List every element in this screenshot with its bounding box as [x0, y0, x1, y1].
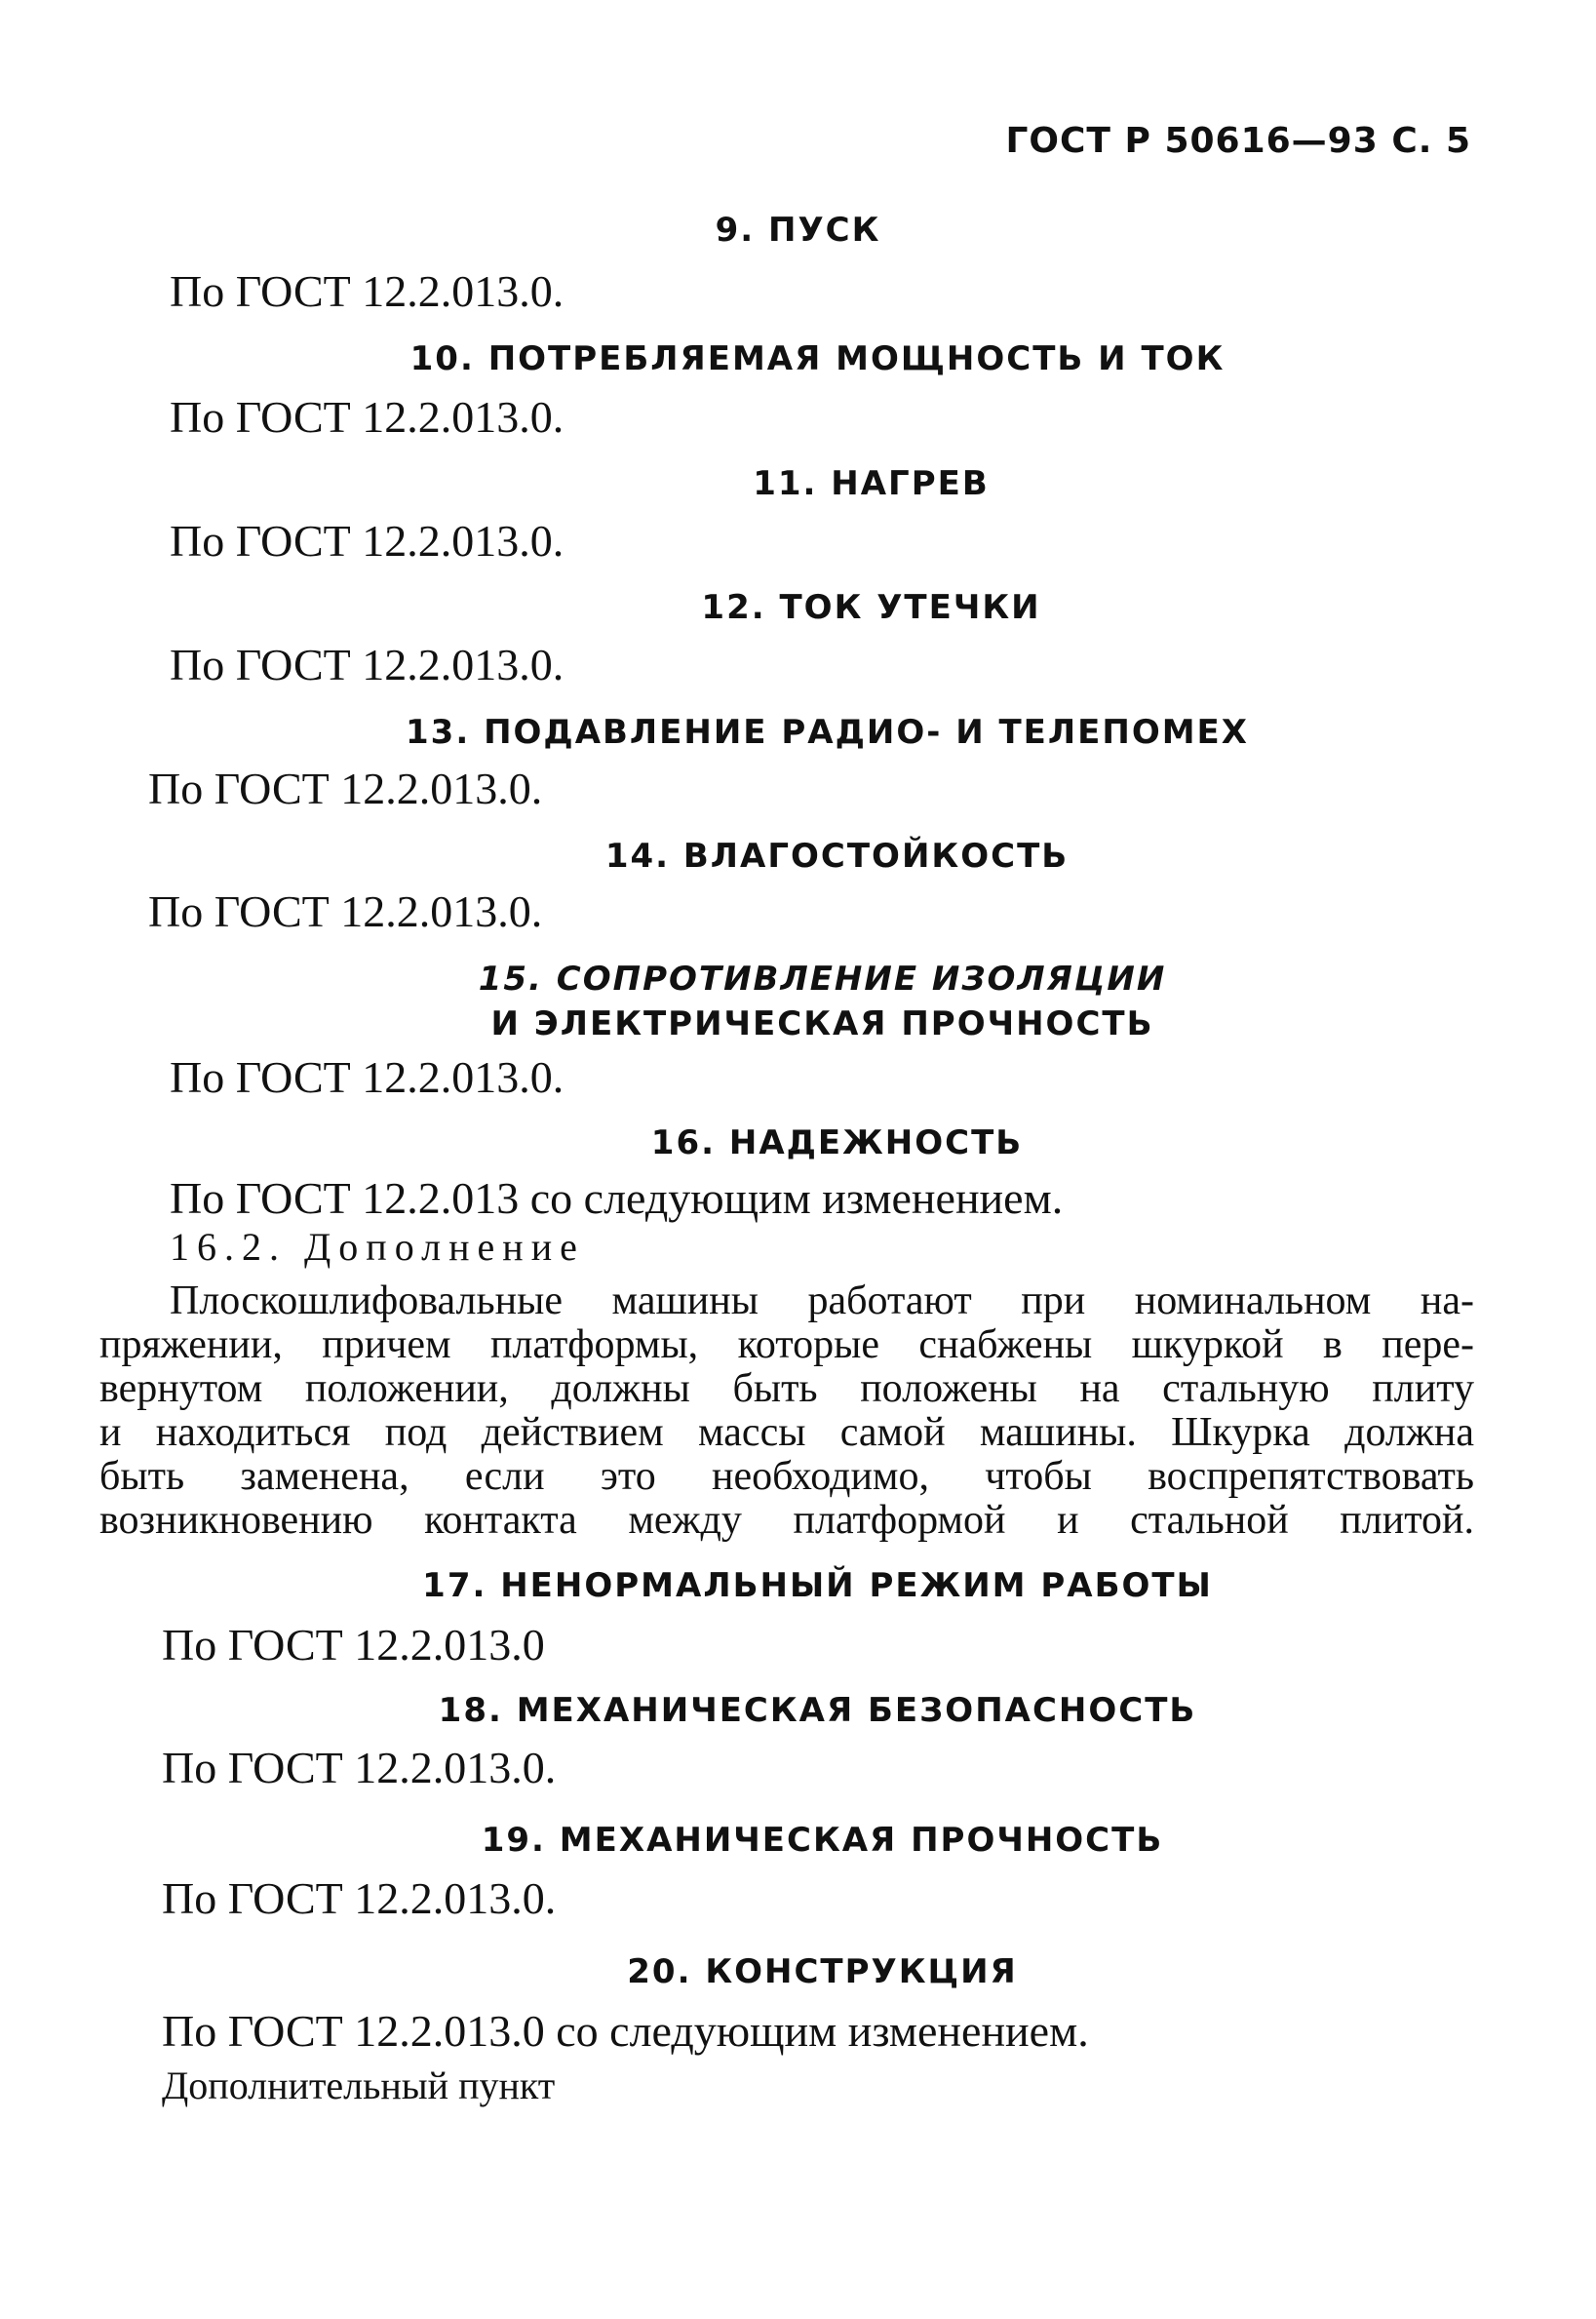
section-16-heading: 16. НАДЕЖНОСТЬ	[650, 1123, 1024, 1162]
section-11-text: По ГОСТ 12.2.013.0.	[170, 516, 564, 566]
paragraph-line: возникновению контакта между платформой и стальной плитой.	[99, 1498, 1474, 1543]
section-14-heading: 14. ВЛАГОСТОЙКОСТЬ	[604, 837, 1070, 876]
page-header: ГОСТ Р 50616—93 С. 5	[1005, 121, 1471, 161]
section-10-text: По ГОСТ 12.2.013.0.	[170, 392, 564, 442]
section-17-text: По ГОСТ 12.2.013.0	[162, 1620, 545, 1670]
section-13-heading: 13. ПОДАВЛЕНИЕ РАДИО- И ТЕЛЕПОМЕХ	[406, 713, 1249, 752]
section-15-heading-line2: И ЭЛЕКТРИЧЕСКАЯ ПРОЧНОСТЬ	[490, 1004, 1154, 1043]
paragraph-line: Плоскошлифовальные машины работают при номинальном на-	[170, 1278, 1474, 1323]
section-20-text: По ГОСТ 12.2.013.0 со следующим изменением.	[162, 2006, 1089, 2056]
section-19-heading: 19. МЕХАНИЧЕСКАЯ ПРОЧНОСТЬ	[481, 1821, 1164, 1860]
section-9-heading: 9. ПУСК	[715, 211, 881, 250]
section-15-text: По ГОСТ 12.2.013.0.	[170, 1052, 564, 1102]
section-13-text: По ГОСТ 12.2.013.0.	[148, 764, 543, 813]
paragraph-line: вернутом положении, должны быть положены на стальную плиту	[99, 1366, 1474, 1411]
section-20-heading: 20. КОНСТРУКЦИЯ	[627, 1952, 1018, 1991]
section-12-heading: 12. ТОК УТЕЧКИ	[701, 588, 1041, 627]
paragraph-line: пряжении, причем платформы, которые снабжены шкуркой в пере-	[99, 1322, 1474, 1367]
paragraph-line: быть заменена, если это необходимо, чтобы воспрепятствовать	[99, 1454, 1474, 1499]
section-15-heading-line1: 15. СОПРОТИВЛЕНИЕ ИЗОЛЯЦИИ	[478, 960, 1167, 999]
section-16-sub-label: 16.2. Дополнение	[170, 1225, 585, 1269]
paragraph-line: и находиться под действием массы самой машины. Шкурка должна	[99, 1410, 1474, 1455]
section-16-paragraph	[99, 1279, 1474, 1543]
section-20-text2: Дополнительный пункт	[162, 2064, 556, 2107]
section-10-heading: 10. ПОТРЕБЛЯЕМАЯ МОЩНОСТЬ И ТОК	[409, 339, 1226, 378]
section-9-text: По ГОСТ 12.2.013.0.	[170, 266, 564, 316]
section-11-heading: 11. НАГРЕВ	[753, 464, 990, 503]
section-19-text: По ГОСТ 12.2.013.0.	[162, 1873, 557, 1923]
section-12-text: По ГОСТ 12.2.013.0.	[170, 640, 564, 689]
section-18-heading: 18. МЕХАНИЧЕСКАЯ БЕЗОПАСНОСТЬ	[438, 1691, 1197, 1730]
section-16-text: По ГОСТ 12.2.013 со следующим изменением.	[170, 1173, 1064, 1223]
section-18-text: По ГОСТ 12.2.013.0.	[162, 1743, 557, 1792]
section-17-heading: 17. НЕНОРМАЛЬНЫЙ РЕЖИМ РАБОТЫ	[422, 1566, 1213, 1605]
section-14-text: По ГОСТ 12.2.013.0.	[148, 886, 543, 936]
